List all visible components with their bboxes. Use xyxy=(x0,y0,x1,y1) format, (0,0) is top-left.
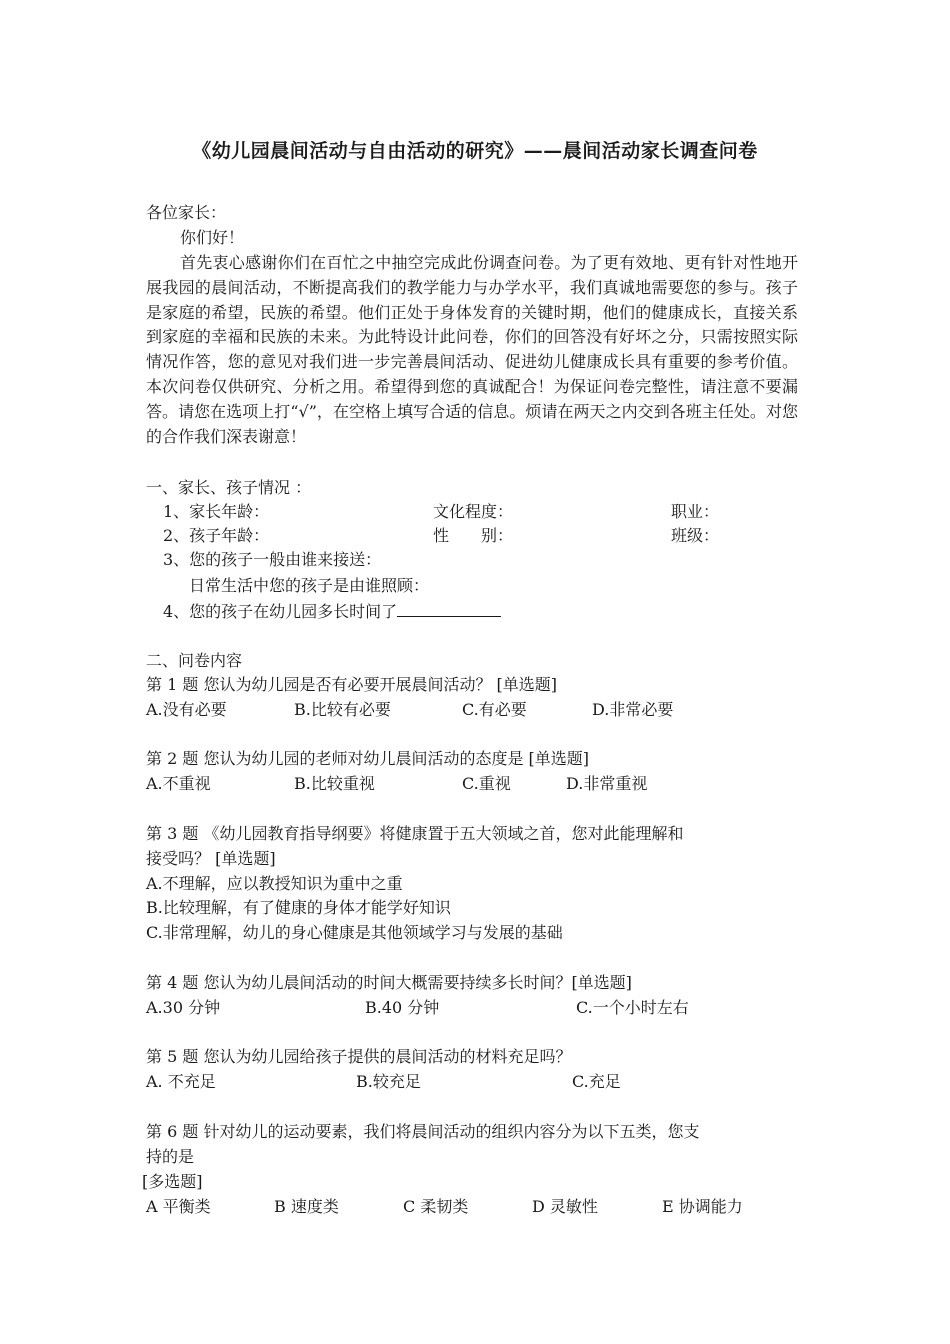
q1-option-a[interactable]: A.没有必要 xyxy=(146,700,227,719)
q3-option-b[interactable]: B.比较理解，有了健康的身体才能学好知识 xyxy=(146,898,451,917)
gender-label: 性 别： xyxy=(433,526,514,545)
duration-label: 4、您的孩子在幼儿园多长时间了 xyxy=(163,602,398,621)
section2-heading: 二、问卷内容 xyxy=(146,651,243,670)
pickup-label: 3、您的孩子一般由谁来接送： xyxy=(163,550,382,569)
q6-option-d[interactable]: D 灵敏性 xyxy=(532,1197,598,1216)
q6-option-c[interactable]: C 柔韧类 xyxy=(403,1197,469,1216)
q2-option-b[interactable]: B.比较重视 xyxy=(294,774,375,793)
q3-text-line2: 接受吗？ [单选题] xyxy=(146,849,276,868)
q6-option-a[interactable]: A 平衡类 xyxy=(146,1197,211,1216)
q2-option-c[interactable]: C.重视 xyxy=(462,774,511,793)
q1-option-d[interactable]: D.非常必要 xyxy=(592,700,674,719)
q3-option-c[interactable]: C.非常理解，幼儿的身心健康是其他领域学习与发展的基础 xyxy=(146,923,563,942)
q5-option-b[interactable]: B.较充足 xyxy=(356,1072,421,1091)
q4-text: 第 4 题 您认为幼儿晨间活动的时间大概需要持续多长时间？[单选题] xyxy=(146,973,632,992)
q2-option-d[interactable]: D.非常重视 xyxy=(566,774,648,793)
job-label: 职业： xyxy=(671,502,720,521)
q4-option-c[interactable]: C.一个小时左右 xyxy=(576,998,689,1017)
hello: 你们好！ xyxy=(180,228,245,247)
q6-option-b[interactable]: B 速度类 xyxy=(274,1197,339,1216)
q4-option-a[interactable]: A.30 分钟 xyxy=(146,998,221,1017)
q3-text-line1: 第 3 题 《幼儿园教育指导纲要》将健康置于五大领域之首，您对此能理解和 xyxy=(146,824,684,843)
q1-option-b[interactable]: B.比较有必要 xyxy=(294,700,391,719)
duration-question xyxy=(163,600,501,623)
class-label: 班级： xyxy=(671,526,720,545)
caretaker-label: 日常生活中您的孩子是由谁照顾： xyxy=(189,576,430,595)
education-label: 文化程度： xyxy=(433,502,514,521)
q6-text-line2: 持的是 xyxy=(146,1147,195,1166)
q2-option-a[interactable]: A.不重视 xyxy=(146,774,211,793)
q1-option-c[interactable]: C.有必要 xyxy=(462,700,527,719)
q1-text: 第 1 题 您认为幼儿园是否有必要开展晨间活动？ [单选题] xyxy=(146,675,558,694)
intro-paragraph: 首先衷心感谢你们在百忙之中抽空完成此份调查问卷。为了更有效地、更有针对性地开展我园的晨间活动，不断提高我们的教学能力与办学水平，我们真诚地需要您的参与。孩子是家庭的希望，民族的希望。他们正处于身体发育的关键时期，他们的健康成长，直接关系到家庭的幸福和民族的未来。为此特设计此问卷，你们的回答没有好坏之分，只需按照实际情况作答，您的意见对我们进一步完善晨间活动、促进幼儿健康成长具有重要的参考价值。本次问卷仅供研究、分析之用。希望得到您的真诚配合！为保证问卷完整性，请注意不要漏答。请您在选项上打“√”，在空格上填写合适的信息。烦请在两天之内交到各班主任处。对您的合作我们深表谢意！ xyxy=(146,253,798,446)
q2-text: 第 2 题 您认为幼儿园的老师对幼儿晨间活动的态度是 [单选题] xyxy=(146,749,590,768)
greeting: 各位家长： xyxy=(146,203,227,222)
q4-option-b[interactable]: B.40 分钟 xyxy=(365,998,440,1017)
q6-text-line3: [多选题] xyxy=(142,1172,203,1191)
parent-age-label: 1、家长年龄： xyxy=(163,502,270,521)
section1-heading: 一、家长、孩子情况 ： xyxy=(146,478,312,497)
q6-text-line1: 第 6 题 针对幼儿的运动要素，我们将晨间活动的组织内容分为以下五类，您支 xyxy=(146,1122,700,1141)
child-age-label: 2、孩子年龄： xyxy=(163,526,270,545)
q6-option-e[interactable]: E 协调能力 xyxy=(662,1197,743,1216)
duration-blank[interactable] xyxy=(397,600,501,617)
q5-text: 第 5 题 您认为幼儿园给孩子提供的晨间活动的材料充足吗？ xyxy=(146,1047,572,1066)
document-title: 《幼儿园晨间活动与自由活动的研究》——晨间活动家长调查问卷 xyxy=(192,140,758,162)
q5-option-c[interactable]: C.充足 xyxy=(572,1072,621,1091)
q5-option-a[interactable]: A. 不充足 xyxy=(146,1072,216,1091)
q3-option-a[interactable]: A.不理解，应以教授知识为重中之重 xyxy=(146,874,403,893)
